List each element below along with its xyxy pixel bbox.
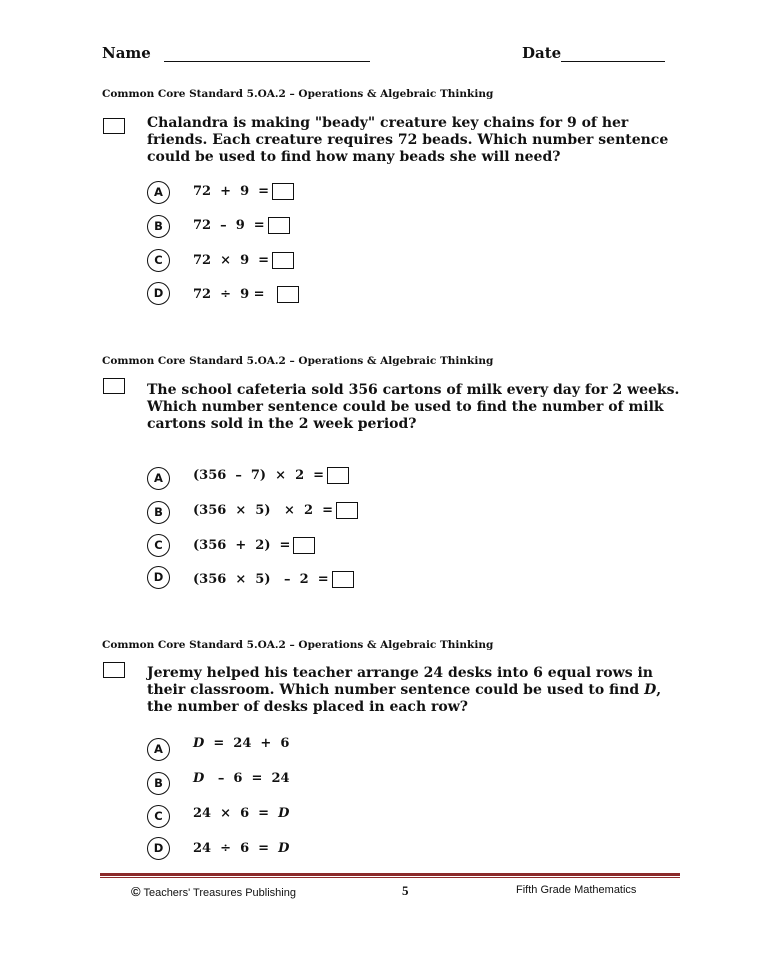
footer-rule — [100, 873, 680, 876]
option-d-expression-q3: 24 ÷ 6 = D — [193, 841, 290, 856]
question-line: cartons sold in the 2 week period? — [147, 416, 417, 432]
expression-text: (356 – 7) × 2 = — [193, 468, 325, 483]
publisher-name: Teachers' Treasures Publishing — [143, 887, 296, 899]
option-d-circle-q2[interactable]: D — [147, 566, 170, 589]
copyright-icon: © — [131, 884, 141, 899]
option-a-expression-q2 — [193, 467, 349, 484]
name-blank-line[interactable] — [164, 61, 370, 62]
answer-blank-box[interactable] — [327, 467, 349, 484]
expression-text: 72 ÷ 9 = — [193, 287, 265, 302]
question-line: could be used to find how many beads she will need? — [147, 149, 561, 165]
option-d-expression-q2 — [193, 571, 354, 588]
answer-blank-box[interactable] — [332, 571, 354, 588]
question-line: Jeremy helped his teacher arrange 24 desks into 6 equal rows in — [147, 665, 653, 681]
question-line: friends. Each creature requires 72 beads. Which number sentence — [147, 132, 669, 148]
date-blank-line[interactable] — [561, 61, 665, 62]
option-b-circle-q2[interactable]: B — [147, 501, 170, 524]
option-b-circle-q3[interactable]: B — [147, 772, 170, 795]
answer-blank-box[interactable] — [277, 286, 299, 303]
option-b-circle-q1[interactable]: B — [147, 215, 170, 238]
option-c-expression-q1 — [193, 252, 294, 269]
answer-checkbox-q2[interactable] — [103, 378, 125, 394]
footer-subject: Fifth Grade Mathematics — [516, 884, 637, 896]
option-d-expression-q1 — [193, 286, 299, 303]
answer-blank-box[interactable] — [293, 537, 315, 554]
option-c-circle-q1[interactable]: C — [147, 249, 170, 272]
name-field[interactable] — [102, 44, 370, 62]
date-label: Date — [522, 44, 562, 62]
option-c-expression-q2 — [193, 537, 315, 554]
expression-text: 72 + 9 = — [193, 184, 270, 199]
answer-blank-box[interactable] — [272, 183, 294, 200]
answer-blank-box[interactable] — [272, 252, 294, 269]
option-b-expression-q2 — [193, 502, 358, 519]
answer-blank-box[interactable] — [268, 217, 290, 234]
option-a-expression-q1 — [193, 183, 294, 200]
question-line: Chalandra is making "beady" creature key chains for 9 of her — [147, 115, 629, 131]
expression-text: (356 + 2) = — [193, 538, 291, 553]
answer-checkbox-q3[interactable] — [103, 662, 125, 678]
question-line: The school cafeteria sold 356 cartons of milk every day for 2 weeks. — [147, 382, 680, 398]
standard-label-q3: Common Core Standard 5.OA.2 – Operations & Algebraic Thinking — [102, 639, 494, 651]
standard-label-q1: Common Core Standard 5.OA.2 – Operations & Algebraic Thinking — [102, 88, 494, 100]
option-c-circle-q2[interactable]: C — [147, 534, 170, 557]
question-text-q3 — [147, 665, 707, 716]
option-a-circle-q2[interactable]: A — [147, 467, 170, 490]
name-label: Name — [102, 44, 151, 62]
date-field[interactable] — [522, 44, 665, 62]
answer-checkbox-q1[interactable] — [103, 118, 125, 134]
page-number: 5 — [402, 883, 409, 898]
footer-publisher — [131, 884, 296, 899]
question-line: the number of desks placed in each row? — [147, 699, 468, 715]
option-d-circle-q3[interactable]: D — [147, 837, 170, 860]
option-c-circle-q3[interactable]: C — [147, 805, 170, 828]
footer-rule-thin — [100, 877, 680, 878]
option-a-expression-q3: D = 24 + 6 — [193, 736, 290, 751]
option-a-circle-q1[interactable]: A — [147, 181, 170, 204]
question-line: their classroom. Which number sentence could be used to find D, — [147, 682, 662, 698]
option-b-expression-q3: D – 6 = 24 — [193, 771, 290, 786]
option-a-circle-q3[interactable]: A — [147, 738, 170, 761]
option-d-circle-q1[interactable]: D — [147, 282, 170, 305]
expression-text: 72 × 9 = — [193, 253, 270, 268]
expression-text: (356 × 5) – 2 = — [193, 572, 329, 587]
standard-label-q2: Common Core Standard 5.OA.2 – Operations & Algebraic Thinking — [102, 355, 494, 367]
option-b-expression-q1 — [193, 217, 290, 234]
expression-text: (356 × 5) × 2 = — [193, 503, 333, 518]
question-line: Which number sentence could be used to find the number of milk — [147, 399, 664, 415]
expression-text: 72 – 9 = — [193, 218, 265, 233]
answer-blank-box[interactable] — [336, 502, 358, 519]
question-text-q1 — [147, 115, 707, 166]
question-text-q2 — [147, 382, 707, 433]
option-c-expression-q3: 24 × 6 = D — [193, 806, 290, 821]
